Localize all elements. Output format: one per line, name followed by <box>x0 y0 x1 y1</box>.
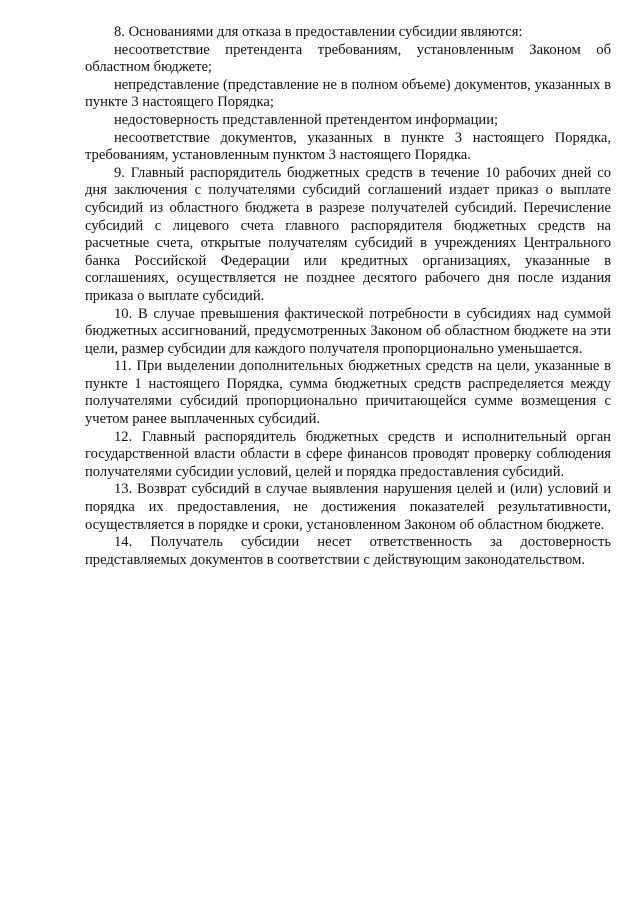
paragraph-10: 10. В случае превышения фактической потребности в субсидиях над суммой бюджетных ассигнований, предусмотренных Законом об областном бюджете на эти цели, размер субсидии для каждого получателя пропорционально уменьшается. <box>85 305 611 357</box>
paragraph-8: 8. Основаниями для отказа в предоставлении субсидии являются: <box>114 24 523 40</box>
paragraph-14: 14. Получатель субсидии несет ответственность за достоверность представляемых документов в соответствии с действующим законодательством. <box>85 534 611 568</box>
paragraph-11: 11. При выделении дополнительных бюджетных средств на цели, указанные в пункте 1 настоящего Порядка, сумма бюджетных средств распределяется между получателями субсидий пропорционально причитающейся сумме возмещения с учетом ранее выплаченных субсидий. <box>85 358 611 428</box>
document-page <box>85 24 611 569</box>
paragraph-9: 9. Главный распорядитель бюджетных средств в течение 10 рабочих дней со дня заключения с получателями субсидий соглашений издает приказ о выплате субсидий из областного бюджета в разрезе получателей субсидий. Перечисление субсидий с лицевого счета главного распорядителя бюджетных средств на расчетные счета, открытые получателям субсидий в учреждениях Центрального банка Российской Федерации или кредитных организациях, указанные в соглашениях, осуществляется не позднее десятого рабочего дня после издания приказа о выплате субсидий. <box>85 164 611 304</box>
paragraph-12: 12. Главный распорядитель бюджетных средств и исполнительный орган государственной власти области в сфере финансов проводят проверку соблюдения получателями субсидии условий, целей и порядка предоставления субсидий. <box>85 428 611 480</box>
paragraph-8-item-2: непредставление (представление не в полном объеме) документов, указанных в пункте 3 настоящего Порядка; <box>85 76 611 111</box>
paragraph-13: 13. Возврат субсидий в случае выявления нарушения целей и (или) условий и порядка их предоставления, не достижения показателей результативности, осуществляется в порядке и сроки, установленном Законом об областном бюджете. <box>85 481 611 533</box>
paragraph-8-item-4: несоответствие документов, указанных в пункте 3 настоящего Порядка, требованиям, установленным пунктом 3 настоящего Порядка. <box>85 129 611 164</box>
paragraph-8-item-1: несоответствие претендента требованиям, установленным Законом об областном бюджете; <box>85 41 611 76</box>
paragraph-8-item-3: недостоверность представленной претендентом информации; <box>114 111 499 128</box>
